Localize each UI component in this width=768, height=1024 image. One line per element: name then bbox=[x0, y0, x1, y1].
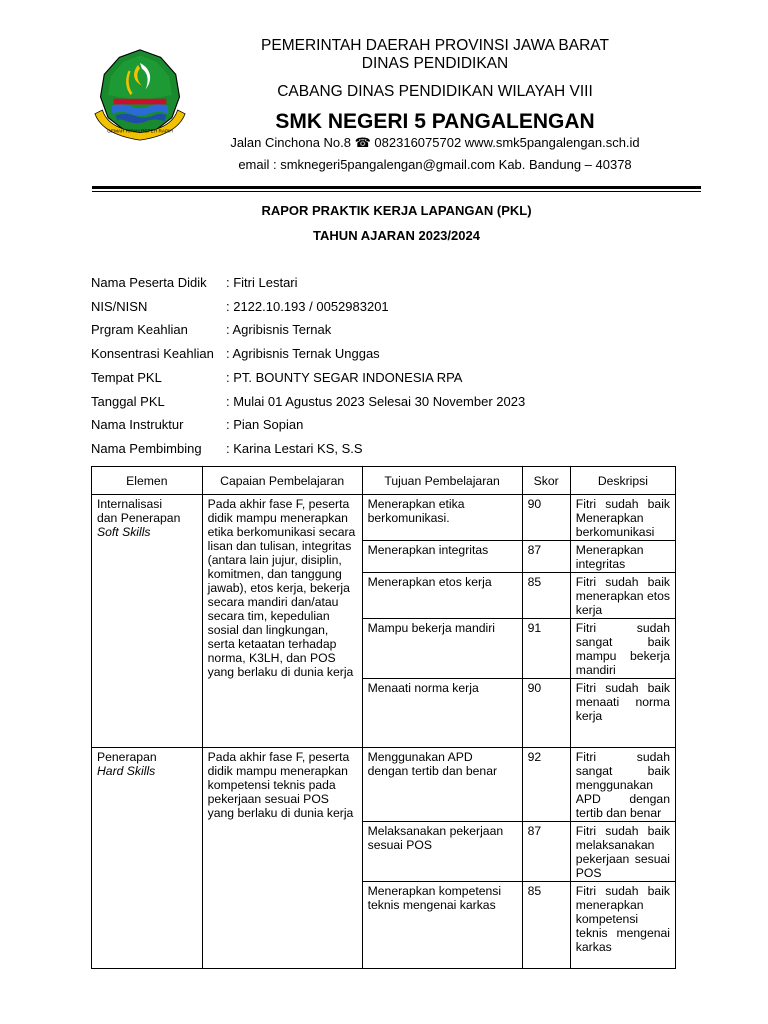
table-row bbox=[92, 748, 676, 822]
skor-cell: 85 bbox=[522, 573, 570, 619]
info-value: : Pian Sopian bbox=[226, 417, 304, 432]
info-value: : 2122.10.193 / 0052983201 bbox=[226, 299, 389, 314]
elemen-text: Internalisasi bbox=[97, 497, 163, 511]
capaian-cell: Pada akhir fase F, peserta didik mampu menerapkan kompetensi teknis pada pekerjaan sesuai POS yang berlaku di dunia kerja bbox=[202, 748, 362, 969]
deskripsi-cell: Fitri sudah baik menaati norma kerja bbox=[570, 679, 675, 748]
tujuan-cell: Melaksanakan pekerjaan sesuai POS bbox=[362, 822, 522, 882]
elemen-italic-text: Hard Skills bbox=[97, 764, 156, 778]
column-header-deskripsi: Deskripsi bbox=[570, 467, 675, 495]
tujuan-cell: Mampu bekerja mandiri bbox=[362, 619, 522, 679]
report-title: RAPOR PRAKTIK KERJA LAPANGAN (PKL) bbox=[261, 203, 532, 218]
table-header-row bbox=[92, 467, 676, 495]
elemen-text: Penerapan bbox=[97, 750, 157, 764]
table-row bbox=[92, 495, 676, 541]
deskripsi-cell: Fitri sudah sangat baik mampu bekerja mandiri bbox=[570, 619, 675, 679]
letterhead-address: Jalan Cinchona No.8 ☎ 082316075702 www.smk5pangalengan.sch.id bbox=[230, 135, 640, 150]
elemen-italic-text: Soft Skills bbox=[97, 525, 151, 539]
elemen-cell bbox=[92, 495, 203, 748]
info-value: : Mulai 01 Agustus 2023 Selesai 30 November 2023 bbox=[226, 394, 526, 409]
info-value: : Agribisnis Ternak Unggas bbox=[226, 346, 380, 361]
info-label: Tempat PKL bbox=[91, 370, 162, 385]
tujuan-cell: Menaati norma kerja bbox=[362, 679, 522, 748]
info-value: : Karina Lestari KS, S.S bbox=[226, 441, 363, 456]
info-label: Tanggal PKL bbox=[91, 394, 165, 409]
info-value: : PT. BOUNTY SEGAR INDONESIA RPA bbox=[226, 370, 463, 385]
info-value: : Agribisnis Ternak bbox=[226, 322, 332, 337]
info-label: Prgram Keahlian bbox=[91, 322, 188, 337]
elemen-text: dan Penerapan bbox=[97, 511, 181, 525]
academic-year: TAHUN AJARAN 2023/2024 bbox=[313, 228, 480, 243]
skor-cell: 87 bbox=[522, 822, 570, 882]
skor-cell: 87 bbox=[522, 541, 570, 573]
tujuan-cell: Menerapkan etika berkomunikasi. bbox=[362, 495, 522, 541]
deskripsi-cell: Menerapkan integritas bbox=[570, 541, 675, 573]
letterhead-government: PEMERINTAH DAERAH PROVINSI JAWA BARAT bbox=[261, 37, 609, 54]
deskripsi-cell: Fitri sudah baik menerapkan etos kerja bbox=[570, 573, 675, 619]
tujuan-cell: Menerapkan kompetensi teknis mengenai karkas bbox=[362, 882, 522, 969]
skor-cell: 85 bbox=[522, 882, 570, 969]
column-header-capaian: Capaian Pembelajaran bbox=[202, 467, 362, 495]
skor-cell: 90 bbox=[522, 495, 570, 541]
tujuan-cell: Menggunakan APD dengan tertib dan benar bbox=[362, 748, 522, 822]
jawa-barat-crest-icon bbox=[93, 48, 187, 142]
column-header-skor: Skor bbox=[522, 467, 570, 495]
skor-cell: 92 bbox=[522, 748, 570, 822]
info-label: NIS/NISN bbox=[91, 299, 148, 314]
logo-motto: GEMAH RIPAH REPEH RAPIH bbox=[107, 128, 173, 134]
tujuan-cell: Menerapkan integritas bbox=[362, 541, 522, 573]
info-label: Nama Peserta Didik bbox=[91, 275, 207, 290]
letterhead-school-name: SMK NEGERI 5 PANGALENGAN bbox=[275, 110, 595, 133]
column-header-tujuan: Tujuan Pembelajaran bbox=[362, 467, 522, 495]
column-header-elemen: Elemen bbox=[92, 467, 203, 495]
skor-cell: 91 bbox=[522, 619, 570, 679]
deskripsi-cell: Fitri sudah baik melaksanakan pekerjaan sesuai POS bbox=[570, 822, 675, 882]
letterhead-department: DINAS PENDIDIKAN bbox=[361, 55, 509, 72]
letterhead-divider bbox=[92, 186, 701, 189]
capaian-cell: Pada akhir fase F, peserta didik mampu menerapkan etika berkomunikasi secara lisan dan tulisan, integritas (antara lain jujur, disiplin, komitmen, dan tanggung jawab), etos kerja, bekerja secara mandiri dan/atau secara tim, kepedulian sosial dan lingkungan, serta ketaatan terhadap norma, K3LH, dan POS yang berlaku di dunia kerja bbox=[202, 495, 362, 748]
letterhead-email: email : smknegeri5pangalengan@gmail.com Kab. Bandung – 40378 bbox=[238, 157, 632, 172]
letterhead-branch: CABANG DINAS PENDIDIKAN WILAYAH VIII bbox=[277, 83, 593, 100]
deskripsi-cell: Fitri sudah baik menerapkan kompetensi teknis mengenai karkas bbox=[570, 882, 675, 969]
letterhead-divider-thin bbox=[92, 191, 701, 192]
deskripsi-cell: Fitri sudah baik Menerapkan berkomunikasi bbox=[570, 495, 675, 541]
deskripsi-cell: Fitri sudah sangat baik menggunakan APD dengan tertib dan benar bbox=[570, 748, 675, 822]
info-label: Nama Instruktur bbox=[91, 417, 184, 432]
elemen-cell bbox=[92, 748, 203, 969]
info-label: Nama Pembimbing bbox=[91, 441, 202, 456]
tujuan-cell: Menerapkan etos kerja bbox=[362, 573, 522, 619]
skor-cell: 90 bbox=[522, 679, 570, 748]
info-value: : Fitri Lestari bbox=[226, 275, 298, 290]
info-label: Konsentrasi Keahlian bbox=[91, 346, 214, 361]
assessment-table bbox=[91, 466, 676, 969]
